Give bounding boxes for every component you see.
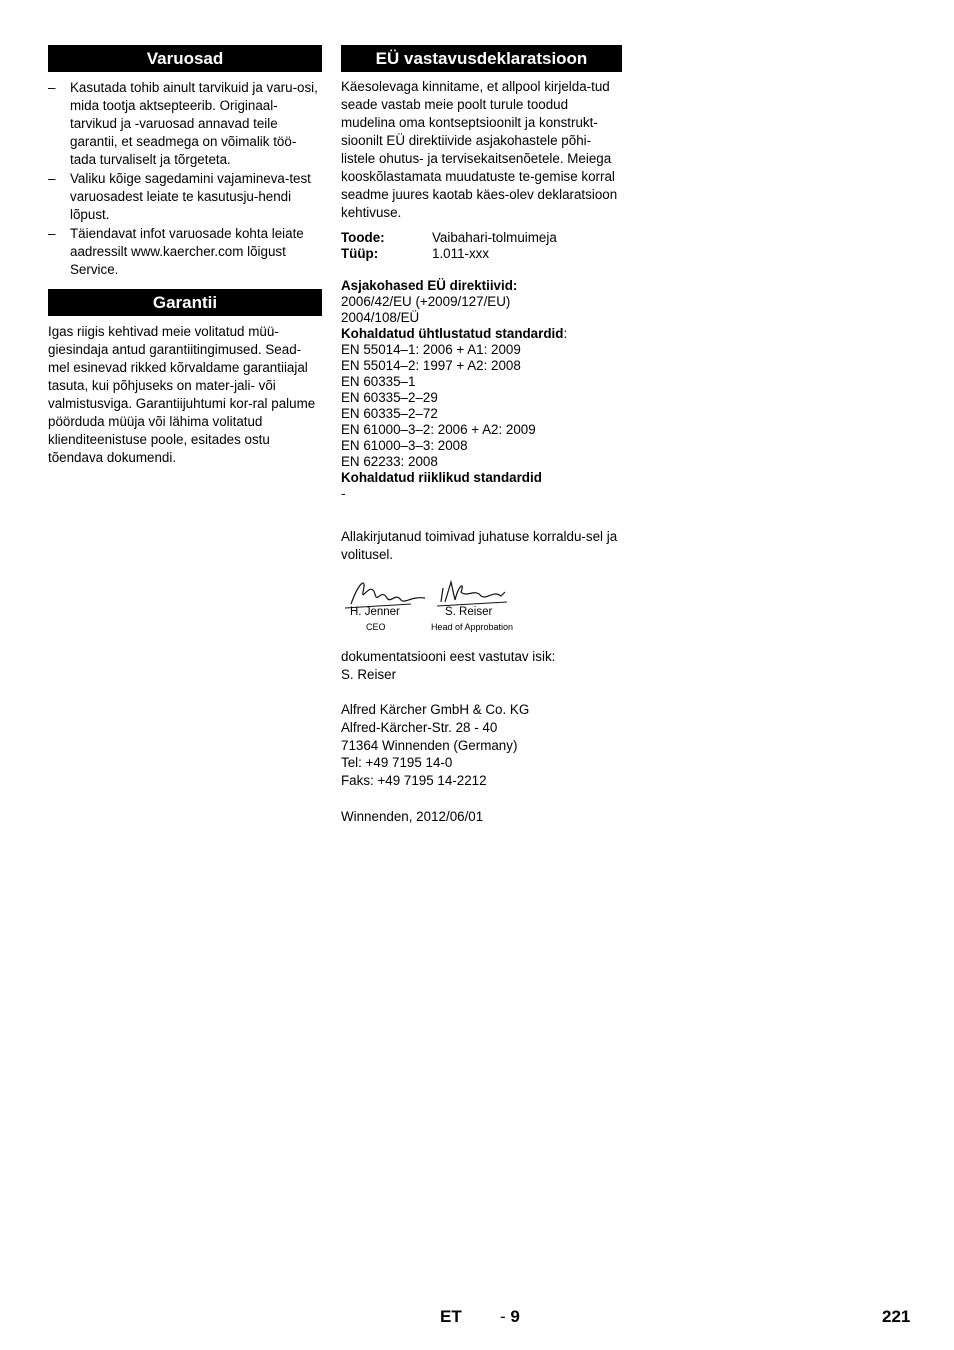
address-line: 71364 Winnenden (Germany) — [341, 737, 518, 753]
product-value: Vaibahari-tolmuimeja — [432, 230, 557, 245]
address-line: Tel: +49 7195 14-0 — [341, 755, 453, 771]
standard-item: EN 61000–3–3: 2008 — [341, 438, 468, 453]
type-value: 1.011-xxx — [432, 246, 490, 261]
type-row — [341, 246, 622, 262]
section-heading-garantii: Garantii — [48, 289, 322, 316]
footer-language: ET — [440, 1307, 462, 1326]
signatory1-name: H. Jenner — [350, 606, 400, 618]
section-heading-declaration: EÜ vastavusdeklaratsioon — [341, 45, 622, 72]
standard-item: EN 55014–2: 1997 + A2: 2008 — [341, 358, 521, 373]
company-address — [341, 701, 622, 790]
standard-item: EN 61000–3–2: 2006 + A2: 2009 — [341, 422, 536, 437]
standard-item: EN 60335–2–29 — [341, 390, 438, 405]
harmonized-colon: : — [563, 326, 568, 341]
footer-total-page: 221 — [882, 1307, 911, 1326]
directive-item: 2004/108/EÜ — [341, 310, 420, 325]
standard-item: EN 60335–1 — [341, 374, 416, 389]
harmonized-heading-row — [341, 326, 622, 342]
footer-dash: - — [500, 1307, 506, 1326]
national-heading: Kohaldatud riiklikud standardid — [341, 470, 542, 485]
directive-item: 2006/42/EU (+2009/127/EU) — [341, 294, 511, 309]
signatory2-role: Head of Approbation — [431, 622, 514, 632]
standard-item: EN 55014–1: 2006 + A1: 2009 — [341, 342, 521, 357]
signatory1-role: CEO — [366, 622, 386, 632]
signed-text: Allakirjutanud toimivad juhatuse korraldu-sel ja volitusel. — [341, 529, 618, 562]
standards-block — [341, 278, 622, 502]
address-line: Alfred Kärcher GmbH & Co. KG — [341, 702, 530, 717]
address-line: Alfred-Kärcher-Str. 28 - 40 — [341, 719, 498, 735]
standard-item: EN 62233: 2008 — [341, 454, 438, 469]
left-column — [48, 45, 322, 467]
product-label: Toode: — [341, 230, 385, 245]
responsible-name: S. Reiser — [341, 667, 397, 682]
product-row — [341, 230, 622, 246]
national-value: - — [341, 486, 346, 501]
footer-page-number: 9 — [510, 1307, 520, 1326]
product-info — [341, 230, 622, 262]
list-item: – Valiku kõige sagedamini vajamineva-test varuosadest leiate te kasutusju-hendi lõpust. — [48, 170, 322, 224]
section-heading-varuosad: Varuosad — [48, 45, 322, 72]
footer-page — [500, 1307, 520, 1327]
declaration-intro: Käesolevaga kinnitame, et allpool kirjelda-tud seade vastab meie poolt turule toodud mudelina oma kontseptsioonilt ja konstrukt-sioonilt EÜ direktiivide asjakohastele põhi-listele ohutus- ja tervisekaitsenõetele. Meiega kooskõlastamata muudatuste te-gemise korral seadme juures kaotab käes-olev deklaratsioon kehtivuse. — [341, 79, 618, 220]
list-item: – Kasutada tohib ainult tarvikuid ja varu-osi, mida tootja aktsepteerib. Originaal-tarvikud ja -varuosad annavad teile garantii, et seadmega on võimalik töö-tada turvaliselt ja tõrgeteta. — [48, 79, 322, 169]
right-column — [341, 45, 622, 826]
type-label: Tüüp: — [341, 246, 379, 261]
address-line: Faks: +49 7195 14-2212 — [341, 773, 487, 789]
harmonized-heading: Kohaldatud ühtlustatud standardid — [341, 326, 564, 341]
responsible-person — [341, 648, 622, 684]
list-item: – Täiendavat infot varuosade kohta leiate aadressilt www.kaercher.com lõigust Service. — [48, 225, 322, 279]
directives-heading: Asjakohased EÜ direktiivid: — [341, 278, 518, 293]
signatory2-name: S. Reiser — [445, 606, 493, 618]
spare-parts-list — [48, 79, 322, 279]
responsible-label: dokumentatsiooni eest vastutav isik: — [341, 649, 556, 664]
place-date: Winnenden, 2012/06/01 — [341, 808, 484, 824]
signatures — [341, 574, 622, 634]
warranty-text: Igas riigis kehtivad meie volitatud müü-giesindaja antud garantiitingimused. Sead-mel esinevad rikked kõrvaldame garantiiajal tasuta, kui põhjuseks on mater-jali- või valmistusviga. Garantiijuhtumi kor-ral palume pöörduda müüja või lähima volitatud klienditeenistuse poole, esitades ostu tõendava dokumendi. — [48, 324, 316, 465]
standard-item: EN 60335–2–72 — [341, 406, 438, 421]
